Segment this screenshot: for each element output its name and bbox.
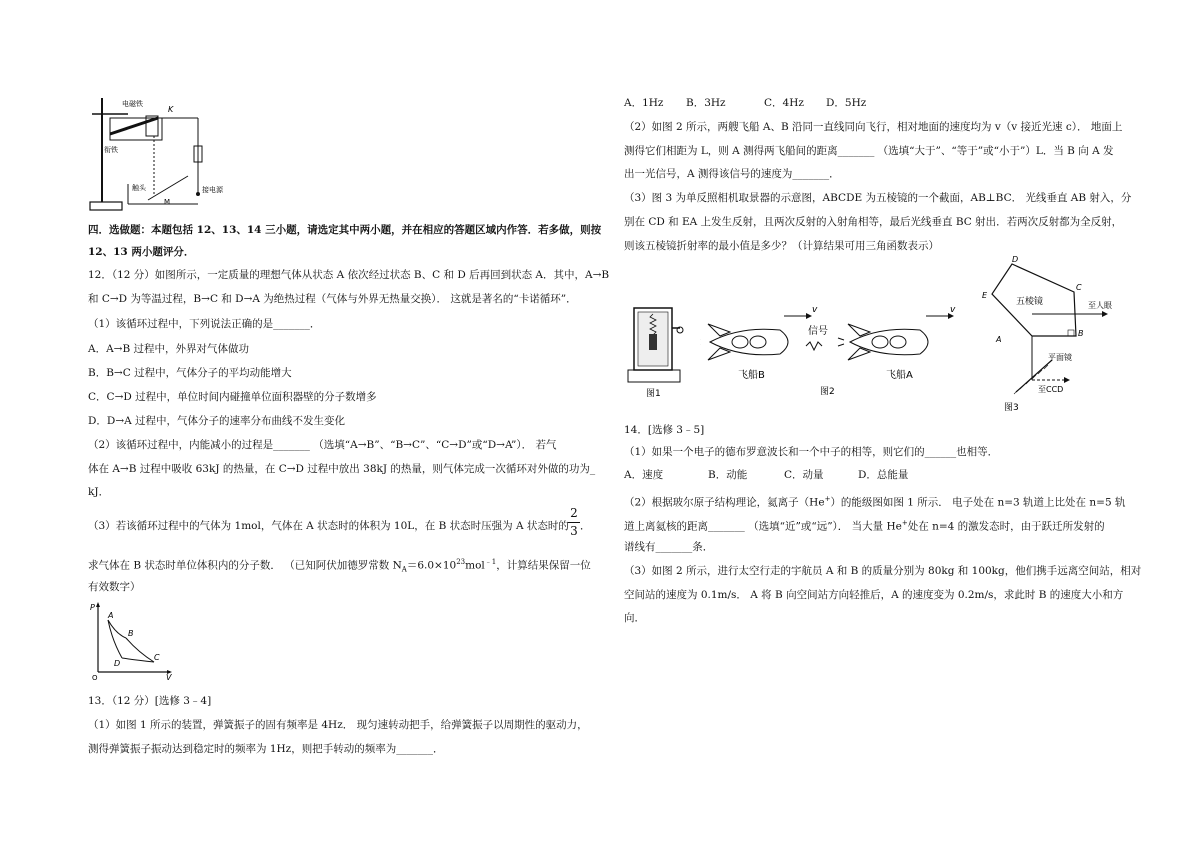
q12-part1: （1）该循环过程中，下列说法正确的是_______． (88, 318, 321, 330)
pv-d-label: D (114, 659, 121, 668)
q12-part2-line3: kJ． (88, 486, 110, 498)
velocity-label-a: v (950, 305, 956, 315)
vertex-b-label: B (1078, 329, 1084, 338)
vertex-c-label: C (1076, 283, 1082, 292)
figure-1-label: 图1 (646, 389, 661, 399)
electromagnet-figure (88, 94, 228, 214)
q13-option-c: C．4Hz (764, 97, 804, 109)
label-power: 接电源 (202, 186, 223, 194)
section-4-heading-line2: 12、13 两小题评分． (88, 246, 195, 258)
fraction-denominator: 3 (570, 524, 578, 538)
q13-part3-line1: （3）图 3 为单反照相机取景器的示意图，ABCDE 为五棱镜的一个截面，AB⊥BC． 光线垂直 AB 射入，分 (624, 192, 1132, 204)
figure-1-spring-device (622, 300, 686, 400)
q13-part2-line3: 出一光信号，A 测得该信号的速度为_______． (624, 168, 840, 180)
q14-option-c: C．动量 (784, 469, 824, 481)
q13-option-a: A．1Hz (624, 97, 664, 109)
q12-line1: 12．（12 分）如图所示，一定质量的理想气体从状态 A 依次经过状态 B、C 和 D 后再回到状态 A．其中，A→B (88, 269, 610, 281)
q12-part3-line1: （3）若该循环过程中的气体为 1mol，气体在 A 状态时的体积为 10L，在 B 状态时压强为 A 状态时的 (88, 520, 569, 532)
q13-part2-line2: 测得它们相距为 L，则 A 测得两飞船间的距离_______ （选填“大于”、“等于”或“小于”）L．当 B 向 A 发 (624, 145, 1114, 157)
mirror-label: 平面镜 (1048, 353, 1072, 362)
velocity-label-b: v (812, 305, 818, 315)
pv-origin-label: O (92, 674, 98, 680)
ship-a-label: 飞船A (886, 370, 913, 381)
q14-part3-line1: （3）如图 2 所示，进行太空行走的宇航员 A 和 B 的质量分别为 80kg 和 100kg，他们携手远离空间站，相对 (624, 565, 1142, 577)
q14-part2-line3: 谱线有_______条． (624, 541, 714, 553)
q14-part1: （1）如果一个电子的德布罗意波长和一个中子的相等，则它们的______也相等． (624, 446, 999, 458)
spaceship-a (838, 324, 928, 360)
fraction-bar (568, 522, 580, 523)
q12-option-b: B．B→C 过程中，气体分子的平均动能增大 (88, 367, 292, 379)
q12-part3-line2: 求气体在 B 状态时单位体积内的分子数． （已知阿伏加德罗常数 $N_A=6.0\times 10^{23}mol^{﹣1}$，计算结果保留一位 (88, 558, 591, 574)
label-k: K (168, 105, 174, 114)
q13-part3-line2: 别在 CD 和 EA 上发生反射，且两次反射的入射角相等，最后光线垂直 BC 射出．若两次反射都为全反射， (624, 216, 1123, 228)
signal-label: 信号 (808, 326, 828, 337)
pv-a-label: A (108, 611, 114, 620)
label-m: M (164, 198, 171, 206)
ship-b-label: 飞船B (738, 370, 765, 381)
figure-3-label: 图3 (1004, 403, 1019, 413)
q13-part1-line1: （1）如图 1 所示的装置，弹簧振子的固有频率是 4Hz． 现匀速转动把手，给弹簧振子以周期性的驱动力， (88, 719, 588, 731)
label-contact: 触头 (132, 184, 146, 192)
pv-v-label: V (166, 673, 172, 680)
q14-part3-line2: 空间站的速度为 0.1m/s． A 将 B 向空间站方向轻推后，A 的速度变为 0.2m/s，求此时 B 的速度大小和方 (624, 589, 1124, 601)
pv-diagram (86, 600, 176, 680)
to-ccd-label: 至CCD (1038, 385, 1064, 394)
q12-line2: 和 C→D 为等温过程，B→C 和 D→A 为绝热过程（气体与外界无热量交换）． 这就是著名的“卡诺循环”． (88, 293, 577, 305)
q12-part2-line1: （2）该循环过程中，内能减小的过程是_______ （选填“A→B”、“B→C”、“C→D”或“D→A”）． 若气 (88, 439, 557, 451)
q14-part2-line1: （2）根据玻尔原子结构理论，氦离子（He+）的能级图如图 1 所示． 电子处在 n=3 轨道上比处在 n=5 轨 (624, 495, 1126, 509)
figure-3-pentaprism (976, 256, 1116, 416)
q13-part1-line2: 测得弹簧振子振动达到稳定时的频率为 1Hz，则把手转动的频率为_______． (88, 743, 444, 755)
q12-part3-line3: 有效数字） (88, 581, 141, 593)
vertex-a-label: A (996, 335, 1002, 344)
q12-option-c: C．C→D 过程中，单位时间内碰撞单位面积器壁的分子数增多 (88, 391, 377, 403)
q14-option-b: B．动能 (708, 469, 748, 481)
q14-option-d: D．总能量 (858, 469, 909, 481)
q13-part3-line3: 则该五棱镜折射率的最小值是多少？（计算结果可用三角函数表示） (624, 240, 939, 252)
spaceship-b (700, 324, 788, 360)
pv-c-label: C (154, 653, 160, 662)
q14-title: 14．[选修 3﹣5] (624, 424, 705, 436)
label-armature: 衔铁 (104, 146, 118, 154)
pv-p-label: P (90, 603, 95, 612)
fraction-numerator: 2 (570, 506, 578, 520)
q13-part2-line1: （2）如图 2 所示，两艘飞船 A、B 沿同一直线同向飞行，相对地面的速度均为 v（v 接近光速 c）． 地面上 (624, 121, 1123, 133)
q14-part2-line2: 道上离氦核的距离_______ （选填“近”或“远”）． 当大量 He+处在 n=4 的激发态时，由于跃迁所发射的 (624, 519, 1105, 533)
q13-title: 13．（12 分）[选修 3﹣4] (88, 695, 212, 707)
pv-b-label: B (128, 629, 134, 638)
q12-part2-line2: 体在 A→B 过程中吸收 63kJ 的热量，在 C→D 过程中放出 38kJ 的热量，则气体完成一次循环对外做的功为_ (88, 463, 596, 475)
figure-2-spaceships (700, 302, 970, 398)
section-4-heading-line1: 四．选做题：本题包括 12、13、14 三小题，请选定其中两小题，并在相应的答题区域内作答．若多做，则按 (88, 224, 602, 236)
vertex-e-label: E (982, 291, 988, 300)
vertex-d-label: D (1012, 256, 1019, 264)
q14-option-a: A．速度 (624, 469, 664, 481)
q12-option-d: D．D→A 过程中，气体分子的速率分布曲线不发生变化 (88, 415, 346, 427)
to-eye-label: 至人眼 (1088, 301, 1112, 310)
q12-option-a: A．A→B 过程中，外界对气体做功 (88, 343, 250, 355)
q14-part3-line3: 向． (624, 612, 645, 624)
prism-label: 五棱镜 (1016, 297, 1044, 307)
figure-2-label: 图2 (820, 387, 835, 397)
q13-option-b: B．3Hz (686, 97, 726, 109)
fraction-period: ． (580, 520, 591, 532)
q13-option-d: D．5Hz (826, 97, 867, 109)
label-electromagnet: 电磁铁 (122, 100, 143, 108)
